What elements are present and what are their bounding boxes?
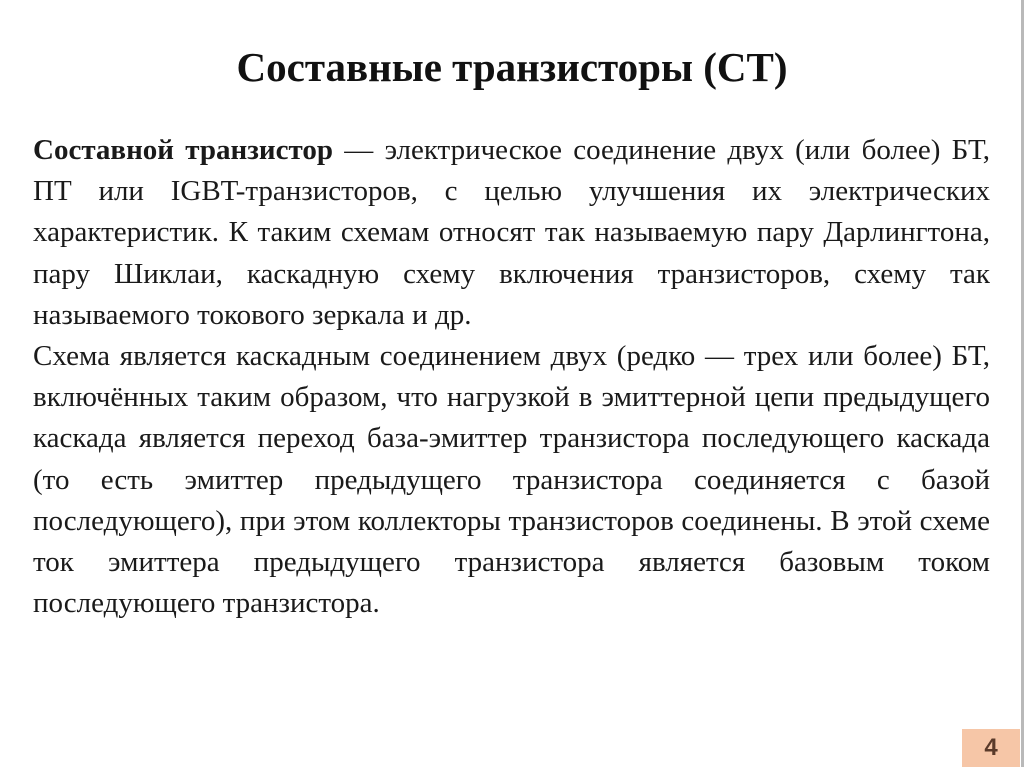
slide-title: Составные транзисторы (СТ) xyxy=(236,44,788,90)
definition-text: — электрическое соединение двух (или более) БТ, ПТ или IGBT-транзисторов, с целью улучшения их электрических характеристик. К таким схемам относят так называемую пару Дарлингтона, пару Шиклаи, каскадную схему включения транзисторов, схему так называемого токового зеркала и др. xyxy=(33,134,991,331)
slide-body xyxy=(33,130,990,624)
defined-term: Составной транзистор xyxy=(33,134,333,166)
definition-paragraph xyxy=(33,130,990,336)
page-number-badge: 4 xyxy=(962,729,1020,767)
description-paragraph: Схема является каскадным соединением двух (редко — трех или более) БТ, включённых таким образом, что нагрузкой в эмиттерной цепи предыдущего каскада является переход база-эмиттер транзистора последующего каскада (то есть эмиттер предыдущего транзистора соединяется с базой последующего), при этом коллекторы транзисторов соединены. В этой схеме ток эмиттера предыдущего транзистора является базовым током последующего транзистора. xyxy=(33,340,990,620)
